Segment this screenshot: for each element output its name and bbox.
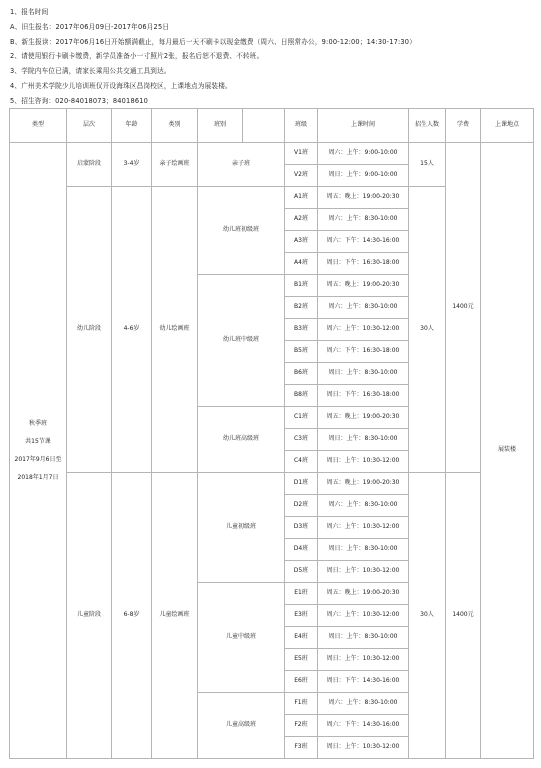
level-cell: 儿童阶段 bbox=[67, 473, 112, 759]
note-returning-students: A、旧生报名：2017年06月09日-2017年06月25日 bbox=[10, 22, 170, 31]
group-cell: C1班 bbox=[285, 407, 318, 429]
group-cell: C4班 bbox=[285, 451, 318, 473]
category-cell: 儿童绘画班 bbox=[152, 473, 198, 759]
group-cell: B8班 bbox=[285, 385, 318, 407]
group-cell: D5班 bbox=[285, 561, 318, 583]
group-cell: E1班 bbox=[285, 583, 318, 605]
time-cell: 周日：上午：10:30-12:00 bbox=[318, 561, 409, 583]
time-cell: 周五：晚上：19:00-20:30 bbox=[318, 187, 409, 209]
group-cell: D4班 bbox=[285, 539, 318, 561]
age-cell: 6-8岁 bbox=[112, 473, 152, 759]
time-cell: 周六：上午：8:30-10:00 bbox=[318, 495, 409, 517]
header-level: 层次 bbox=[67, 109, 112, 143]
time-cell: 周日：上午：8:30-10:00 bbox=[318, 363, 409, 385]
note-enroll-time: 1、报名时间 bbox=[10, 8, 49, 16]
note-parking: 3、学院内车位已满，请家长乘用公共交通工具到达。 bbox=[10, 67, 171, 76]
time-cell: 周五：晚上：19:00-20:30 bbox=[318, 583, 409, 605]
age-cell: 4-6岁 bbox=[112, 187, 152, 473]
category-cell: 幼儿绘画班 bbox=[152, 187, 198, 473]
group-cell: F1班 bbox=[285, 693, 318, 715]
time-cell: 周六：上午：8:30-10:00 bbox=[318, 209, 409, 231]
fee-cell: 1400元 bbox=[446, 143, 481, 473]
group-cell: E6班 bbox=[285, 671, 318, 693]
semester-end: 2018年1月7日 bbox=[17, 473, 59, 481]
time-cell: 周六：上午：9:00-10:00 bbox=[318, 143, 409, 165]
course-cell: 幼儿班高级班 bbox=[198, 407, 285, 473]
group-cell: E4班 bbox=[285, 627, 318, 649]
time-cell: 周日：上午：9:00-10:00 bbox=[318, 165, 409, 187]
time-cell: 周日：下午：16:30-18:00 bbox=[318, 253, 409, 275]
group-cell: B3班 bbox=[285, 319, 318, 341]
time-cell: 周六：下午：16:30-18:00 bbox=[318, 341, 409, 363]
header-course: 班别 bbox=[198, 109, 243, 143]
semester-sessions: 共15节课 bbox=[25, 437, 51, 445]
group-cell: A1班 bbox=[285, 187, 318, 209]
course-cell: 儿童高级班 bbox=[198, 693, 285, 759]
header-fee: 学费 bbox=[446, 109, 481, 143]
time-cell: 周六：上午：8:30-10:00 bbox=[318, 297, 409, 319]
time-cell: 周五：晚上：19:00-20:30 bbox=[318, 275, 409, 297]
fee-cell: 1400元 bbox=[446, 473, 481, 759]
note-new-students: B、新生报读：2017年06月16日开始额满截止，每月最后一天不刷卡以现金缴费（周六、日照常办公，9:00-12:00；14:30-17:30） bbox=[10, 37, 416, 46]
time-cell: 周六：上午：10:30-12:00 bbox=[318, 605, 409, 627]
course-cell: 幼儿班初级班 bbox=[198, 187, 285, 275]
table-header-row bbox=[10, 109, 534, 143]
quota-cell: 15人 bbox=[409, 143, 446, 187]
group-cell: B1班 bbox=[285, 275, 318, 297]
header-time: 上课时间 bbox=[318, 109, 409, 143]
group-cell: B5班 bbox=[285, 341, 318, 363]
note-contact: 5、招生咨询：020-84018073；84018610 bbox=[10, 96, 149, 105]
level-cell: 启蒙阶段 bbox=[67, 143, 112, 187]
course-cell: 亲子班 bbox=[198, 143, 285, 187]
table-row bbox=[10, 473, 534, 495]
group-cell: A2班 bbox=[285, 209, 318, 231]
group-cell: D3班 bbox=[285, 517, 318, 539]
group-cell: B6班 bbox=[285, 363, 318, 385]
category-cell: 亲子绘画班 bbox=[152, 143, 198, 187]
enrollment-notes bbox=[10, 5, 535, 109]
location-cell: 展装楼 bbox=[481, 143, 534, 759]
semester-start: 2017年9月6日至 bbox=[14, 455, 62, 463]
time-cell: 周日：上午：10:30-12:00 bbox=[318, 737, 409, 759]
semester-name: 秋季班 bbox=[28, 419, 47, 427]
group-cell: F2班 bbox=[285, 715, 318, 737]
level-cell: 幼儿阶段 bbox=[67, 187, 112, 473]
time-cell: 周五：晚上：19:00-20:30 bbox=[318, 407, 409, 429]
group-cell: C3班 bbox=[285, 429, 318, 451]
group-cell: B2班 bbox=[285, 297, 318, 319]
header-quota: 招生人数 bbox=[409, 109, 446, 143]
time-cell: 周日：下午：14:30-16:00 bbox=[318, 671, 409, 693]
time-cell: 周六：上午：10:30-12:00 bbox=[318, 319, 409, 341]
time-cell: 周日：上午：10:30-12:00 bbox=[318, 451, 409, 473]
header-group: 班级 bbox=[285, 109, 318, 143]
group-cell: E5班 bbox=[285, 649, 318, 671]
group-cell: D1班 bbox=[285, 473, 318, 495]
course-cell: 儿童中级班 bbox=[198, 583, 285, 693]
header-age: 年龄 bbox=[112, 109, 152, 143]
note-payment: 2、请使用银行卡刷卡缴费，新学员准备小一寸照片2张，报名后恕不退费、不转班。 bbox=[10, 52, 264, 61]
group-cell: V1班 bbox=[285, 143, 318, 165]
header-location: 上课地点 bbox=[481, 109, 534, 143]
header-category: 类别 bbox=[152, 109, 198, 143]
time-cell: 周日：下午：16:30-18:00 bbox=[318, 385, 409, 407]
header-blank bbox=[243, 109, 285, 143]
group-cell: D2班 bbox=[285, 495, 318, 517]
course-cell: 儿童初级班 bbox=[198, 473, 285, 583]
semester-cell bbox=[10, 143, 67, 759]
quota-cell: 30人 bbox=[409, 473, 446, 759]
age-cell: 3-4岁 bbox=[112, 143, 152, 187]
time-cell: 周日：上午：8:30-10:00 bbox=[318, 429, 409, 451]
time-cell: 周日：上午：8:30-10:00 bbox=[318, 539, 409, 561]
group-cell: E3班 bbox=[285, 605, 318, 627]
group-cell: A4班 bbox=[285, 253, 318, 275]
course-cell: 幼儿班中级班 bbox=[198, 275, 285, 407]
table-row bbox=[10, 143, 534, 165]
time-cell: 周六：上午：10:30-12:00 bbox=[318, 517, 409, 539]
time-cell: 周五：晚上：19:00-20:30 bbox=[318, 473, 409, 495]
time-cell: 周六：上午：8:30-10:00 bbox=[318, 693, 409, 715]
quota-cell: 30人 bbox=[409, 187, 446, 473]
time-cell: 周日：上午：8:30-10:00 bbox=[318, 627, 409, 649]
time-cell: 周六：下午：14:30-16:00 bbox=[318, 231, 409, 253]
time-cell: 周六：下午：14:30-16:00 bbox=[318, 715, 409, 737]
group-cell: V2班 bbox=[285, 165, 318, 187]
group-cell: A3班 bbox=[285, 231, 318, 253]
schedule-table bbox=[9, 108, 534, 759]
time-cell: 周日：上午：10:30-12:00 bbox=[318, 649, 409, 671]
group-cell: F3班 bbox=[285, 737, 318, 759]
header-type: 类型 bbox=[10, 109, 67, 143]
note-campus: 4、广州美术学院少儿培训班仅开设海珠区昌岗校区，上课地点为展装楼。 bbox=[10, 81, 232, 90]
